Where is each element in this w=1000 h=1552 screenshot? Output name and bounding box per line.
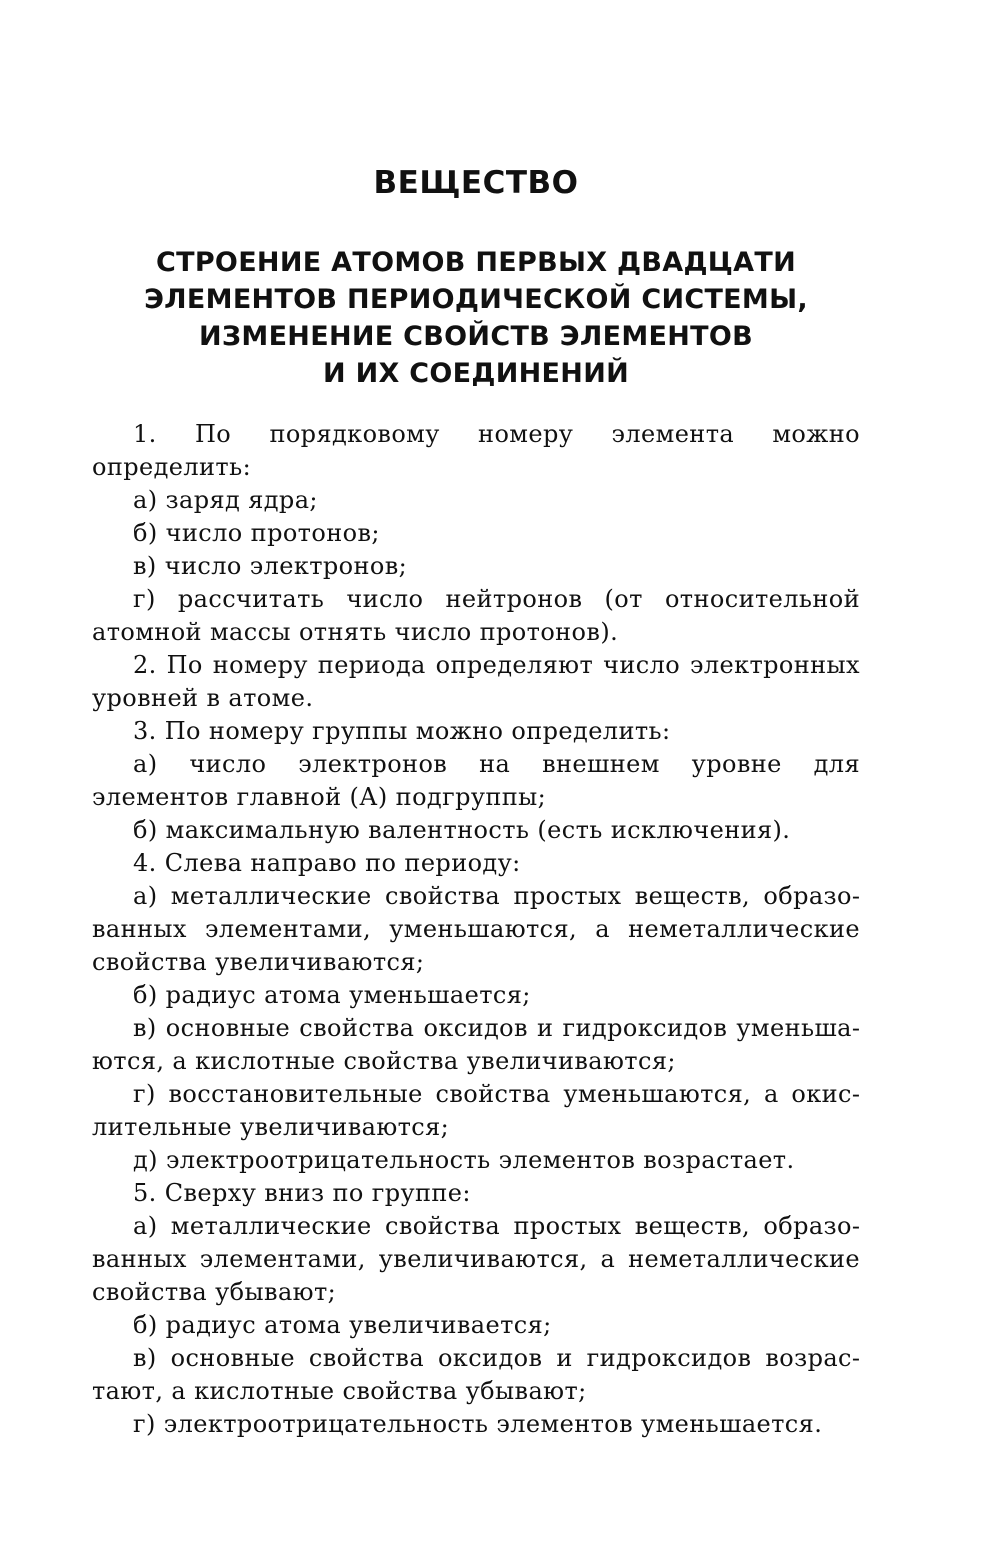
chapter-title-line: СТРОЕНИЕ АТОМОВ ПЕРВЫХ ДВАДЦАТИ: [156, 247, 796, 278]
paragraph-1c: в) число электронов;: [133, 552, 408, 580]
paragraph-4-intro: 4. Слева направо по периоду:: [133, 849, 521, 877]
paragraph-1b: б) число протонов;: [133, 519, 380, 547]
paragraph-5d: г) электроотрицательность элементов уменьшается.: [133, 1410, 823, 1438]
paragraph-5-intro: 5. Сверху вниз по группе:: [133, 1179, 471, 1207]
paragraph-4b: б) радиус атома уменьшается;: [133, 981, 531, 1009]
paragraph-4d: г) восстановительные свойства уменьшаются, а окислительные увеличиваются;: [92, 1080, 860, 1141]
section-title: ВЕЩЕСТВО: [373, 165, 579, 201]
paragraph-2: 2. По номеру периода определяют число электронных уровней в атоме.: [92, 651, 860, 712]
chapter-title-line: ЭЛЕМЕНТОВ ПЕРИОДИЧЕСКОЙ СИСТЕМЫ,: [144, 284, 808, 315]
paragraph-5c: в) основные свойства оксидов и гидроксидов возрастают, а кислотные свойства убывают;: [92, 1344, 860, 1405]
paragraph-4e: д) электроотрицательность элементов возрастает.: [133, 1146, 795, 1174]
chapter-title: [92, 244, 860, 392]
paragraph-1a: а) заряд ядра;: [133, 486, 318, 514]
paragraph-1-intro: 1. По порядковому номеру элемента можно определить:: [92, 420, 860, 481]
paragraph-1d: г) рассчитать число нейтронов (от относительной атомной массы отнять число протонов).: [92, 585, 860, 646]
paragraph-4a: а) металлические свойства простых веществ, образованных элементами, уменьшаются, а неметаллические свойства увеличиваются;: [92, 882, 860, 976]
chapter-title-line: И ИХ СОЕДИНЕНИЙ: [323, 358, 629, 389]
paragraph-5a: а) металлические свойства простых веществ, образованных элементами, увеличиваются, а неметаллические свойства убывают;: [92, 1212, 860, 1306]
book-page: [92, 0, 860, 1552]
paragraph-3-intro: 3. По номеру группы можно определить:: [133, 717, 671, 745]
paragraph-5b: б) радиус атома увеличивается;: [133, 1311, 552, 1339]
chapter-title-line: ИЗМЕНЕНИЕ СВОЙСТВ ЭЛЕМЕНТОВ: [199, 321, 753, 352]
paragraph-3b: б) максимальную валентность (есть исключения).: [133, 816, 791, 844]
paragraph-3a: а) число электронов на внешнем уровне для элементов главной (А) подгруппы;: [92, 750, 860, 811]
body-text: [92, 418, 860, 1441]
paragraph-4c: в) основные свойства оксидов и гидроксидов уменьшаются, а кислотные свойства увеличиваются;: [92, 1014, 860, 1075]
